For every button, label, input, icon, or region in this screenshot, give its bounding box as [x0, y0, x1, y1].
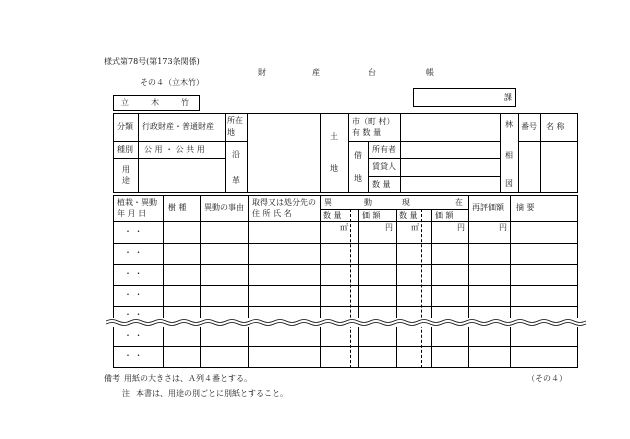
- price-col-label: 価 額: [362, 211, 381, 220]
- species-label: 樹 種: [168, 203, 187, 212]
- revaluation-label: 再評価額: [472, 203, 504, 212]
- page-reference: （その４）: [527, 374, 567, 383]
- quantity-col-label: 数 量: [399, 211, 418, 220]
- lease-label: 地: [354, 174, 362, 183]
- forest-map-label: 図: [505, 179, 513, 188]
- quantity-col-label: 数 量: [323, 211, 342, 220]
- history-label: 革: [232, 176, 240, 185]
- form-label: 様式第78号(第173条関係): [104, 57, 200, 66]
- title-char: 台: [368, 68, 376, 77]
- section-box: [413, 88, 516, 107]
- current-label: 現: [402, 198, 410, 207]
- title-char: 財: [258, 68, 266, 77]
- unit-area: ㎡: [411, 223, 419, 232]
- date-placeholder: ・ ・: [124, 310, 143, 319]
- category-char: 竹: [181, 98, 189, 107]
- date-placeholder: ・ ・: [124, 248, 143, 257]
- number-label: 番号: [521, 122, 537, 131]
- date-placeholder: ・ ・: [124, 331, 143, 340]
- acquisition-label: 取得又は処分先の: [252, 198, 316, 207]
- title-char: 産: [312, 68, 320, 77]
- address-name-label: 住 所 氏 名: [252, 209, 292, 218]
- remarks-label: 摘 要: [516, 203, 535, 212]
- date-placeholder: ・ ・: [124, 351, 143, 360]
- location-label: 地: [227, 128, 235, 137]
- classification-label: 分類: [117, 122, 133, 131]
- name-label: 名 称: [546, 122, 565, 131]
- date-placeholder: ・ ・: [124, 290, 143, 299]
- caution-text: 本書は、用途の別ごとに別紙とすること。: [136, 389, 288, 398]
- category-char: 立: [121, 98, 129, 107]
- quantity-label: 数 量: [372, 180, 391, 189]
- unit-yen: 円: [385, 223, 393, 232]
- change-label: 異: [324, 198, 332, 207]
- location-label: 所在: [227, 116, 243, 125]
- date-placeholder: ・ ・: [124, 227, 143, 236]
- section-label: 課: [504, 93, 512, 102]
- unit-yen: 円: [499, 223, 507, 232]
- type-value: 公 用 ・ 公 共 用: [144, 145, 205, 154]
- classification-value: 行政財産・普通財産: [142, 122, 214, 131]
- present-label: 在: [455, 198, 463, 207]
- change-reason-label: 異動の事由: [204, 203, 244, 212]
- history-label: 沿: [232, 150, 240, 159]
- date-placeholder: ・ ・: [124, 269, 143, 278]
- owner-label: 所有者: [372, 145, 396, 154]
- land-label: 地: [330, 164, 338, 173]
- category-char: 木: [151, 98, 159, 107]
- note-text: 用紙の大きさは、Ａ列４番とする。: [124, 374, 252, 383]
- forest-map-label: 林: [505, 120, 513, 129]
- land-label: 土: [330, 132, 338, 141]
- form-subtitle: その４（立木竹）: [140, 78, 204, 87]
- title-char: 帳: [426, 68, 434, 77]
- movement-label: 動: [364, 198, 372, 207]
- use-label: 用: [122, 165, 130, 174]
- note-label: 備考: [104, 374, 120, 383]
- break-line: [106, 318, 586, 327]
- lessor-label: 賃貸人: [372, 162, 396, 171]
- type-label: 種別: [117, 145, 133, 154]
- city-label: 市（町 村）: [352, 117, 395, 126]
- lease-label: 借: [354, 151, 362, 160]
- caution-label: 注: [122, 389, 130, 398]
- price-col-label: 価 額: [435, 211, 454, 220]
- owned-area-label: 有 数 量: [352, 128, 382, 137]
- planting-label: 植栽・異動: [117, 198, 157, 207]
- unit-yen: 円: [457, 223, 465, 232]
- unit-area: ㎡: [340, 223, 348, 232]
- forest-map-label: 相: [505, 151, 513, 160]
- use-label: 途: [122, 176, 130, 185]
- date-label: 年 月 日: [117, 209, 147, 218]
